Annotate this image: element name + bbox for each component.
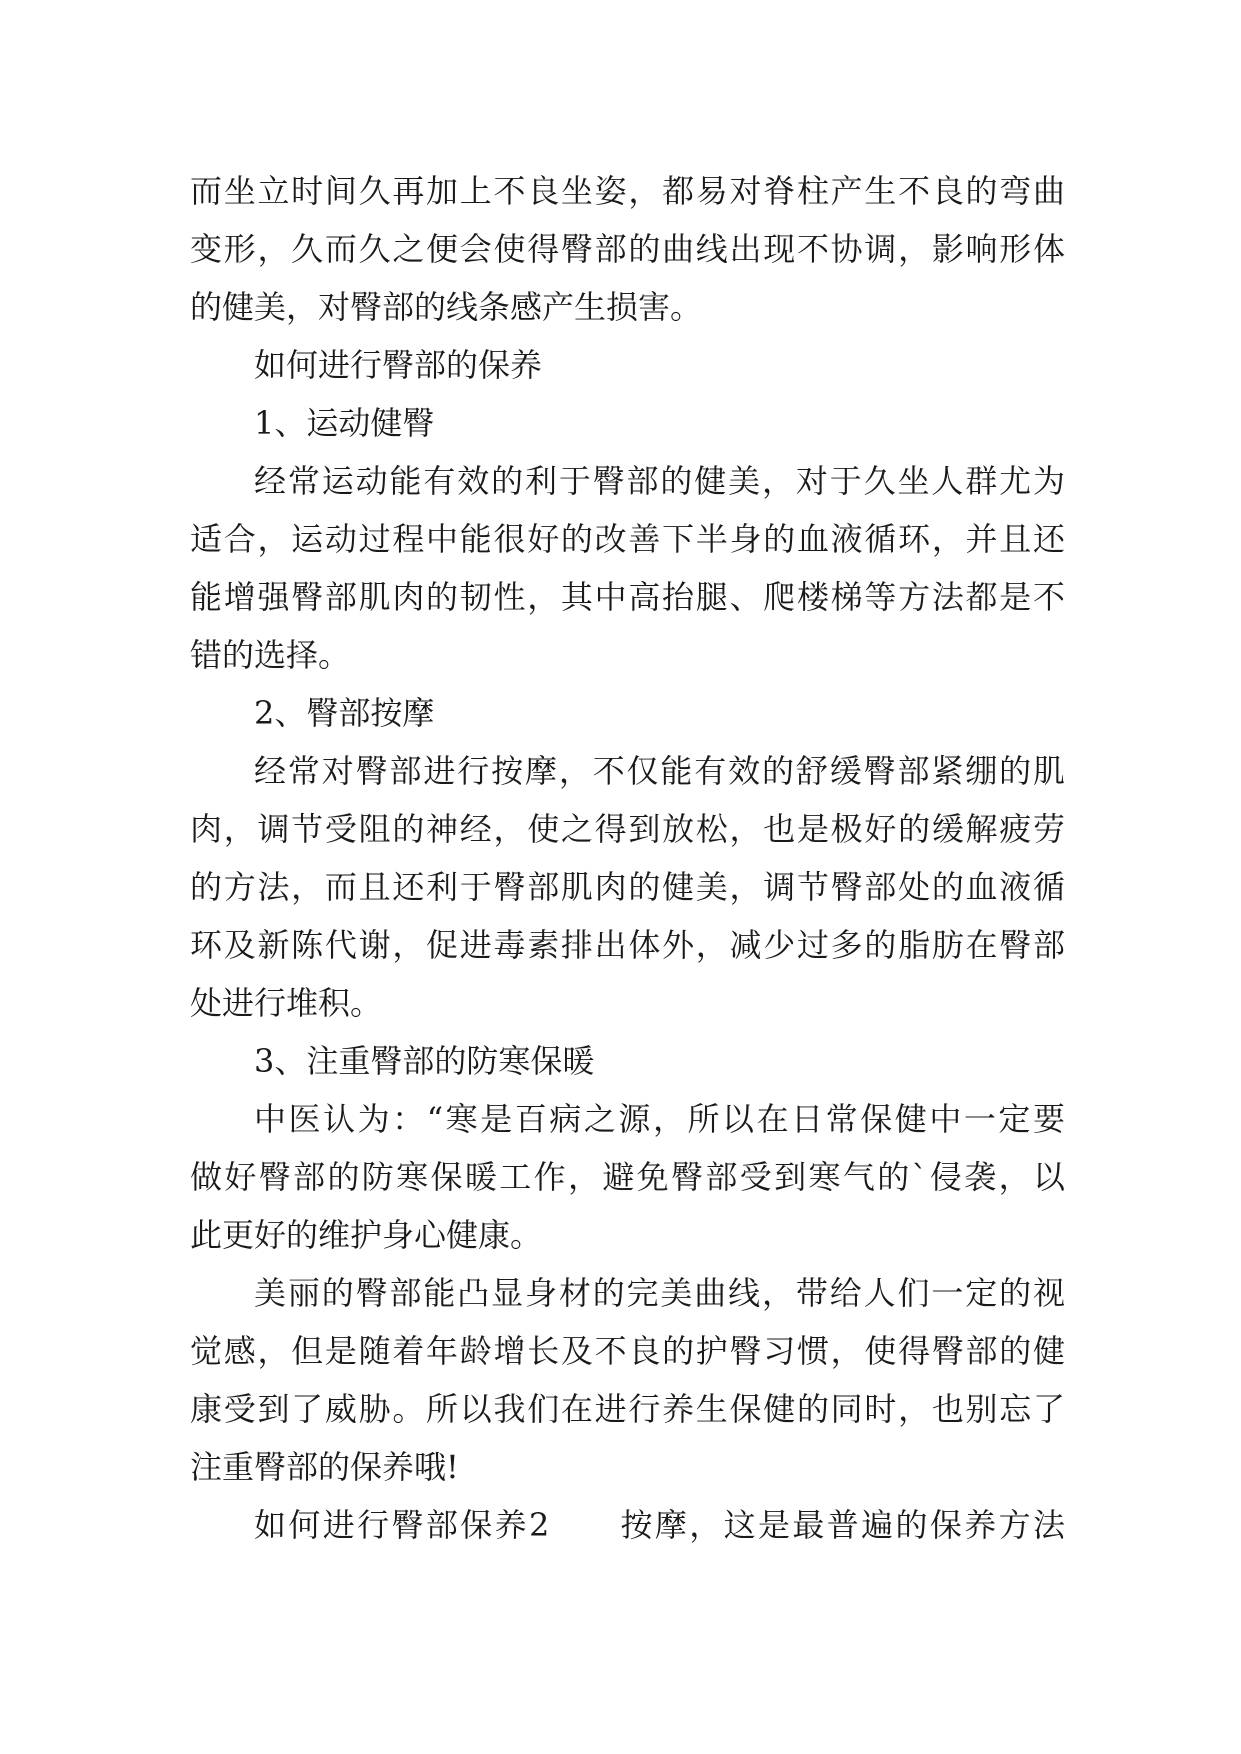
paragraph-line: 做好臀部的防寒保暖工作，避免臀部受到寒气的`侵袭，以 xyxy=(190,1158,1065,1196)
paragraph-line: 此更好的维护身心健康。 xyxy=(190,1216,543,1254)
subheading-1: 1、运动健臀 xyxy=(254,404,435,442)
paragraph-line: 变形，久而久之便会使得臀部的曲线出现不协调，影响形体 xyxy=(190,230,1065,268)
paragraph-line: 美丽的臀部能凸显身材的完美曲线，带给人们一定的视 xyxy=(254,1274,1065,1312)
paragraph-line: 中医认为：“寒是百病之源，所以在日常保健中一定要 xyxy=(254,1100,1065,1138)
paragraph-line: 康受到了威胁。所以我们在进行养生保健的同时，也别忘了 xyxy=(190,1390,1065,1428)
paragraph-line: 经常对臀部进行按摩，不仅能有效的舒缓臀部紧绷的肌 xyxy=(254,752,1065,790)
paragraph-line: 的健美，对臀部的线条感产生损害。 xyxy=(190,288,703,326)
subheading-2: 2、臀部按摩 xyxy=(254,694,435,732)
paragraph-line: 错的选择。 xyxy=(190,636,351,674)
subheading-3: 3、注重臀部的防寒保暖 xyxy=(254,1042,595,1080)
paragraph-line: 注重臀部的保养哦! xyxy=(190,1448,459,1486)
paragraph-line: 觉感，但是随着年龄增长及不良的护臀习惯，使得臀部的健 xyxy=(190,1332,1065,1370)
section-heading: 如何进行臀部的保养 xyxy=(254,346,543,384)
paragraph-line: 经常运动能有效的利于臀部的健美，对于久坐人群尤为 xyxy=(254,462,1065,500)
paragraph-line: 肉，调节受阻的神经，使之得到放松，也是极好的缓解疲劳 xyxy=(190,810,1065,848)
paragraph-line: 的方法，而且还利于臀部肌肉的健美，调节臀部处的血液循 xyxy=(190,868,1065,906)
paragraph-line: 能增强臀部肌肉的韧性，其中高抬腿、爬楼梯等方法都是不 xyxy=(190,578,1065,616)
paragraph-line: 适合，运动过程中能很好的改善下半身的血液循环，并且还 xyxy=(190,520,1065,558)
paragraph-line: 而坐立时间久再加上不良坐姿，都易对脊柱产生不良的弯曲 xyxy=(190,172,1065,210)
paragraph-line: 处进行堆积。 xyxy=(190,984,383,1022)
paragraph-line: 环及新陈代谢，促进毒素排出体外，减少过多的脂肪在臀部 xyxy=(190,926,1065,964)
paragraph-line: 如何进行臀部保养2 按摩，这是最普遍的保养方法 xyxy=(254,1506,1065,1544)
